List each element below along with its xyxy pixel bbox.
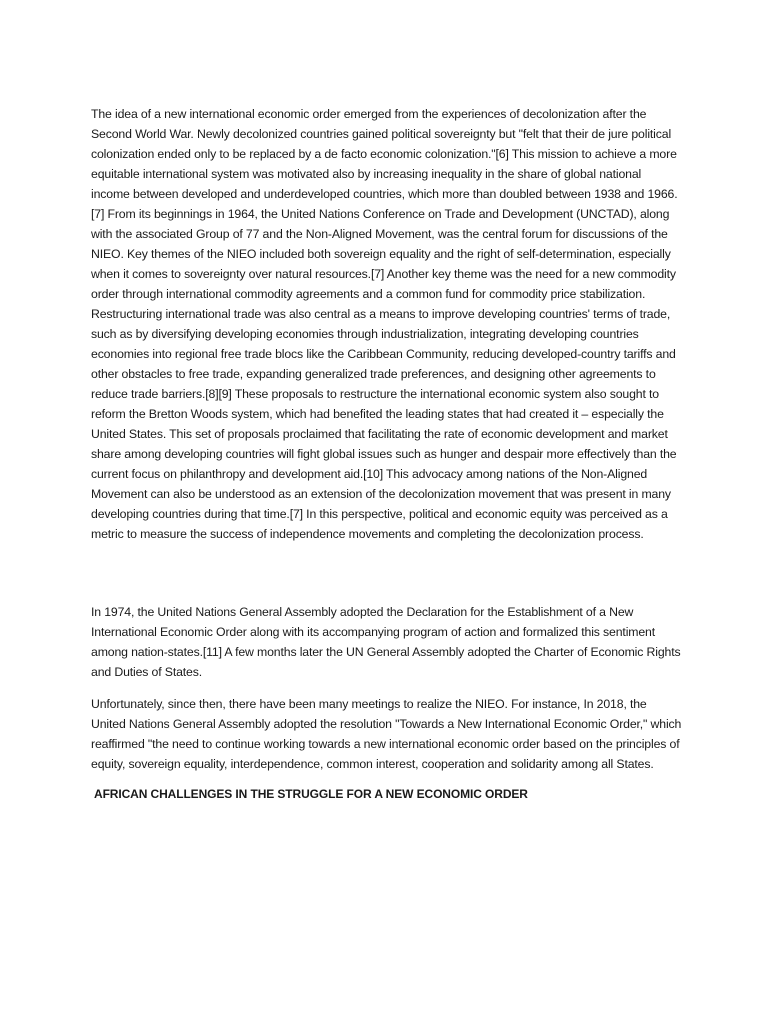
paragraph-2018-resolution: Unfortunately, since then, there have been many meetings to realize the NIEO. For instance, In 2018, the United Nations General Assembly adopted the resolution "Towards a New International Economic Order," which reaffirmed "the need to continue working towards a new international economic order based on the principles of equity, sovereign equality, interdependence, common interest, cooperation and solidarity among all States. xyxy=(91,697,682,771)
section-heading: AFRICAN CHALLENGES IN THE STRUGGLE FOR A NEW ECONOMIC ORDER xyxy=(94,787,528,801)
paragraph-nieo-origins: The idea of a new international economic order emerged from the experiences of decolonization after the Second World War. Newly decolonized countries gained political sovereignty but "felt that their de jure political colonization ended only to be replaced by a de facto economic colonization."[6] This mission to achieve a more equitable international system was motivated also by increasing inequality in the share of global national income between developed and underdeveloped countries, which more than doubled between 1938 and 1966.[7] From its beginnings in 1964, the United Nations Conference on Trade and Development (UNCTAD), along with the associated Group of 77 and the Non-Aligned Movement, was the central forum for discussions of the NIEO. Key themes of the NIEO included both sovereign equality and the right of self-determination, especially when it comes to sovereignty over natural resources.[7] Another key theme was the need for a new commodity order through international commodity agreements and a common fund for commodity price stabilization. Restructuring international trade was also central as a means to improve developing countries' terms of trade, such as by diversifying developing economies through industrialization, integrating developing countries economies into regional free trade blocs like the Caribbean Community, reducing developed-country tariffs and other obstacles to free trade, expanding generalized trade preferences, and designing other agreements to reduce trade barriers.[8][9] These proposals to restructure the international economic system also sought to reform the Bretton Woods system, which had benefited the leading states that had created it – especially the United States. This set of proposals proclaimed that facilitating the rate of economic development and market share among developing countries will fight global issues such as hunger and despair more effectively than the current focus on philanthropy and development aid.[10] This advocacy among nations of the Non-Aligned Movement can also be understood as an extension of the decolonization movement that was present in many developing countries during that time.[7] In this perspective, political and economic equity was perceived as a metric to measure the success of independence movements and completing the decolonization process. xyxy=(91,107,678,541)
paragraph-1974-declaration: In 1974, the United Nations General Assembly adopted the Declaration for the Establishment of a New International Economic Order along with its accompanying program of action and formalized this sentiment among nation-states.[11] A few months later the UN General Assembly adopted the Charter of Economic Rights and Duties of States. xyxy=(91,605,681,679)
document-page xyxy=(91,104,683,804)
